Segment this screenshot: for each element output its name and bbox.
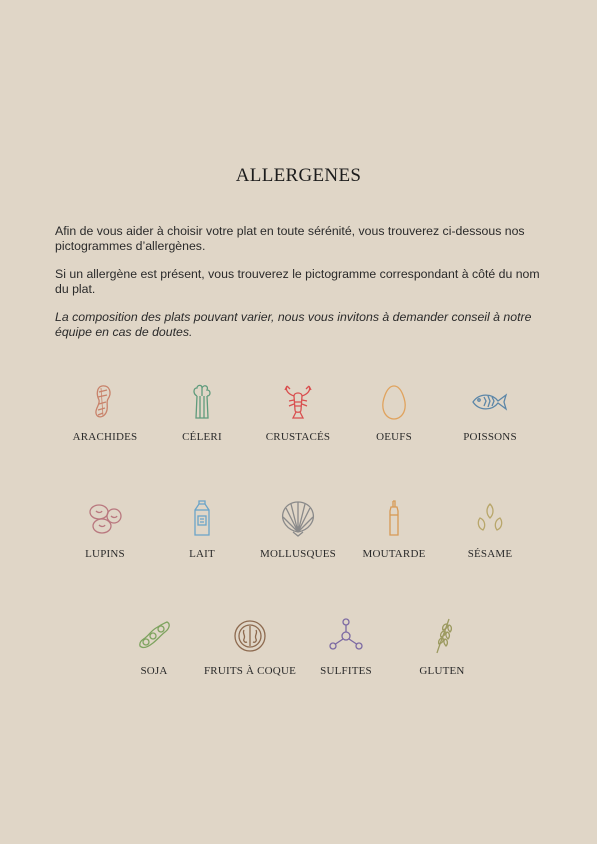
lobster-icon	[278, 382, 318, 422]
allergen-label: LAIT	[189, 548, 215, 560]
intro-paragraph: Afin de vous aider à choisir votre plat en toute sérénité, vous trouverez ci-dessous nos pictogrammes d’allergènes.	[55, 224, 525, 253]
intro-text	[55, 224, 547, 354]
allergen-crustaces	[243, 382, 353, 443]
allergen-fruits-a-coque	[195, 616, 305, 677]
allergen-label: CRUSTACÉS	[265, 431, 331, 443]
allergen-moutarde	[339, 499, 449, 560]
advice-paragraph: La composition des plats pouvant varier, nous vous invitons à demander conseil à notre équipe en cas de doutes.	[55, 310, 532, 339]
sesame-icon	[470, 499, 510, 539]
allergen-label: POISSONS	[463, 431, 517, 443]
page-title: ALLERGENES	[235, 165, 362, 186]
allergen-gluten	[387, 616, 497, 677]
allergen-label: ARACHIDES	[72, 431, 138, 443]
allergen-oeufs	[339, 382, 449, 443]
peanut-icon	[85, 382, 125, 422]
soy-icon	[134, 616, 174, 656]
allergen-label: CÉLERI	[182, 431, 222, 443]
allergen-label: SOJA	[140, 665, 168, 677]
presence-paragraph: Si un allergène est présent, vous trouverez le pictogramme correspondant à côté du nom du plat.	[55, 267, 540, 296]
allergen-label: MOLLUSQUES	[260, 548, 336, 560]
allergen-sulfites	[291, 616, 401, 677]
celery-icon	[182, 382, 222, 422]
fish-icon	[470, 382, 510, 422]
mustard-icon	[374, 499, 414, 539]
allergen-label: SÉSAME	[467, 548, 513, 560]
allergen-label: OEUFS	[376, 431, 412, 443]
allergen-poissons	[435, 382, 545, 443]
nut-icon	[230, 616, 270, 656]
allergen-sesame	[435, 499, 545, 560]
egg-icon	[374, 382, 414, 422]
allergen-label: SULFITES	[320, 665, 372, 677]
wheat-icon	[422, 616, 462, 656]
allergen-lupins	[50, 499, 160, 560]
shell-icon	[278, 499, 318, 539]
lupin-icon	[85, 499, 125, 539]
allergen-label: MOUTARDE	[362, 548, 426, 560]
allergen-label: FRUITS À COQUE	[203, 665, 297, 677]
allergen-soja	[99, 616, 209, 677]
allergen-label: GLUTEN	[419, 665, 465, 677]
allergen-label: LUPINS	[85, 548, 125, 560]
allergen-mollusques	[243, 499, 353, 560]
allergen-celeri	[147, 382, 257, 443]
allergen-arachides	[50, 382, 160, 443]
allergen-lait	[147, 499, 257, 560]
molecule-icon	[326, 616, 366, 656]
milk-icon	[182, 499, 222, 539]
